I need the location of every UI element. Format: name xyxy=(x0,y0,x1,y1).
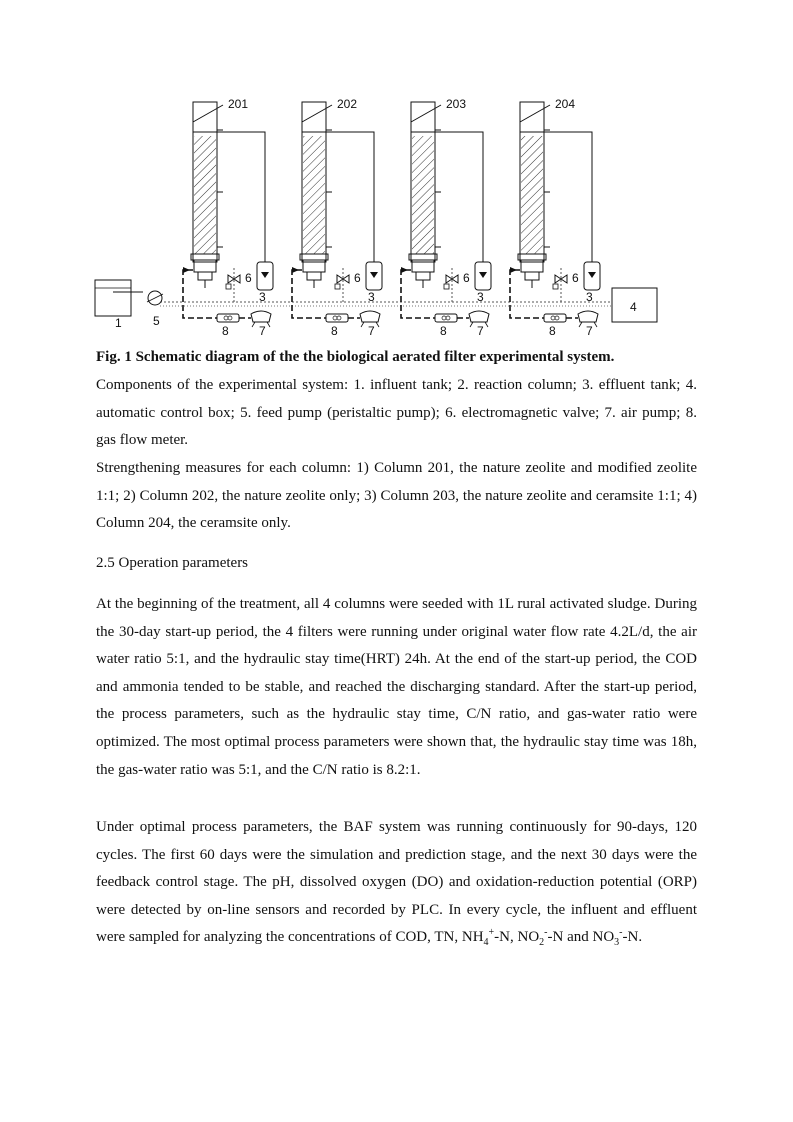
label-influent-tank: 1 xyxy=(115,316,122,330)
effluent-pipe xyxy=(217,132,265,262)
schematic-diagram xyxy=(85,92,665,342)
components-list: Components of the experimental system: 1. influent tank; 2. reaction column; 3. effluent tank; 4. automatic control box; 5. feed pump (peristaltic pump); 6. electromagnetic valve; 7. air pump; 8. gas flow meter. xyxy=(96,377,697,449)
label-pointer xyxy=(411,105,441,122)
label-effluent-tank: 3 xyxy=(368,290,375,304)
effluent-arrow xyxy=(588,272,596,278)
support-plate xyxy=(300,254,328,260)
packing-media xyxy=(303,136,325,254)
influent-tank xyxy=(95,280,131,316)
label-gas-meter: 8 xyxy=(331,324,338,338)
air-pump xyxy=(578,311,598,322)
label-pointer xyxy=(193,105,223,122)
air-pump xyxy=(360,311,380,322)
valve-actuator xyxy=(226,284,231,289)
label-control-box: 4 xyxy=(630,300,637,314)
valve-actuator xyxy=(335,284,340,289)
effluent-pipe xyxy=(326,132,374,262)
label-gas-meter: 8 xyxy=(549,324,556,338)
label-valve: 6 xyxy=(463,271,470,285)
label-valve: 6 xyxy=(354,271,361,285)
paragraph-start-up: At the beginning of the treatment, all 4 columns were seeded with 1L rural activated sludge. During the 30-day start-up period, the 4 filters were running under original water flow rate 4.2L/d, the air water ratio 5:1, and the hydraulic stay time(HRT) 24h. At the end of the start-up period, the COD and ammonia tended to be stable, and reached the discharging standard. After the start-up period, the process parameters, such as the hydraulic stay time, C/N ratio, and gas-water ratio were optimized. The most optimal process parameters were shown that, the hydraulic stay time was 18h, the gas-water ratio was 5:1, and the C/N ratio is 8.2:1. xyxy=(96,596,697,778)
label-gas-meter: 8 xyxy=(222,324,229,338)
label-air-pump: 7 xyxy=(586,324,593,338)
label-pointer xyxy=(302,105,332,122)
air-pump-leg xyxy=(470,322,473,327)
air-pump-leg xyxy=(579,322,582,327)
label-column-id: 201 xyxy=(228,97,249,111)
support-plate xyxy=(518,254,546,260)
air-arrow xyxy=(292,267,299,273)
label-valve: 6 xyxy=(572,271,579,285)
air-pump xyxy=(251,311,271,322)
air-pump-leg xyxy=(376,322,379,327)
label-effluent-tank: 3 xyxy=(259,290,266,304)
label-feed-pump: 5 xyxy=(153,314,160,328)
packing-media xyxy=(412,136,434,254)
air-pump-leg xyxy=(361,322,364,327)
label-valve: 6 xyxy=(245,271,252,285)
packing-media xyxy=(521,136,543,254)
label-column-id: 202 xyxy=(337,97,358,111)
air-pump-leg xyxy=(252,322,255,327)
air-arrow xyxy=(510,267,517,273)
column-bottom xyxy=(198,272,212,280)
strengthening-measures: Strengthening measures for each column: 1) Column 201, the nature zeolite and modified zeolite 1:1; 2) Column 202, the nature zeolite only; 3) Column 203, the nature zeolite and ceramsite 1:1; 4) Column 204, the ceramsite only. xyxy=(96,460,697,532)
effluent-arrow xyxy=(479,272,487,278)
support-plate xyxy=(409,254,437,260)
column-bottom xyxy=(416,272,430,280)
label-column-id: 204 xyxy=(555,97,576,111)
label-column-id: 203 xyxy=(446,97,467,111)
column-unit-204 xyxy=(510,97,600,338)
valve-actuator xyxy=(553,284,558,289)
label-effluent-tank: 3 xyxy=(477,290,484,304)
air-arrow xyxy=(183,267,190,273)
valve-actuator xyxy=(444,284,449,289)
label-effluent-tank: 3 xyxy=(586,290,593,304)
air-pump-leg xyxy=(267,322,270,327)
effluent-pipe xyxy=(544,132,592,262)
section-heading: 2.5 Operation parameters xyxy=(96,555,249,571)
paragraph-operation: Under optimal process parameters, the BAF system was running continuously for 90-days, 120 cycles. The first 60 days were the simulation and prediction stage, and the next 30 days were the feedback control stage. The pH, dissolved oxygen (DO) and oxidation-reduction potential (ORP) were detected by on-line sensors and recorded by PLC. In every cycle, the influent and effluent were sampled for analyzing the concentrations of COD, TN, $NH_4^+-N$, $NO_2^--N$ and $NO_3^--N$. xyxy=(96,819,697,949)
effluent-pipe xyxy=(435,132,483,262)
figure-caption: Fig. 1 Schematic diagram of the the biological aerated filter experimental system. xyxy=(96,349,615,365)
figure-schematic xyxy=(85,92,665,342)
label-air-pump: 7 xyxy=(368,324,375,338)
effluent-arrow xyxy=(370,272,378,278)
column-bottom xyxy=(307,272,321,280)
effluent-arrow xyxy=(261,272,269,278)
air-pump-leg xyxy=(594,322,597,327)
label-air-pump: 7 xyxy=(477,324,484,338)
label-air-pump: 7 xyxy=(259,324,266,338)
air-pump-leg xyxy=(485,322,488,327)
label-gas-meter: 8 xyxy=(440,324,447,338)
air-arrow xyxy=(401,267,408,273)
label-pointer xyxy=(520,105,550,122)
column-bottom xyxy=(525,272,539,280)
support-plate xyxy=(191,254,219,260)
air-pump xyxy=(469,311,489,322)
packing-media xyxy=(194,136,216,254)
